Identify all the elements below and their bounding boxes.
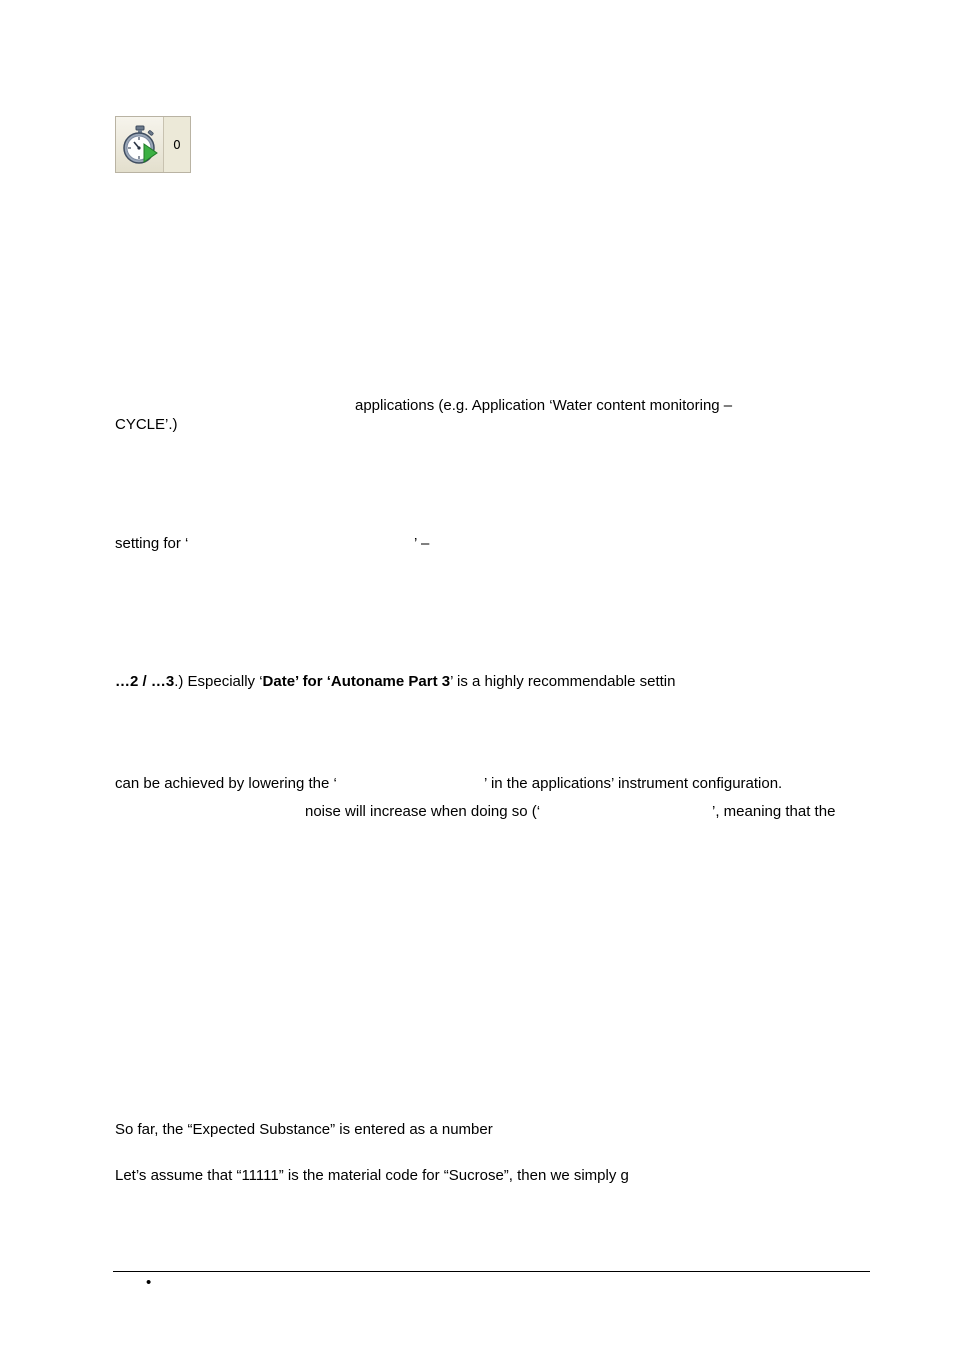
paragraph-line: So far, the “Expected Substance” is entered as a number [115,1121,493,1138]
paragraph-line: applications (e.g. Application ‘Water content monitoring – [355,397,733,414]
plain-text: .) Especially ‘ [174,673,263,690]
paragraph-line: can be achieved by lowering the ‘ [115,775,337,792]
footer-divider [113,1271,870,1272]
paragraph-line: ’ – [414,535,430,552]
timer-toolbar-widget [115,116,191,173]
stopwatch-play-icon [120,123,160,167]
footer-bullet: • [146,1274,152,1291]
plain-text: ’ is a highly recommendable settin [450,673,676,690]
paragraph-line: ’ in the applications’ instrument configuration. [484,775,783,792]
paragraph-line: setting for ‘ [115,535,189,552]
paragraph-line: CYCLE’.) [115,416,178,433]
bold-text: Date’ for ‘Autoname Part 3 [262,673,451,690]
bold-text: …2 / …3 [115,673,175,690]
timer-count: 0 [164,117,190,172]
paragraph-line: noise will increase when doing so (‘ [305,803,541,820]
paragraph-line: Let’s assume that “11111” is the material code for “Sucrose”, then we simply g [115,1167,629,1184]
paragraph-line [115,673,675,691]
paragraph-line: ’, meaning that the [712,803,836,820]
start-timer-button[interactable] [116,117,164,172]
